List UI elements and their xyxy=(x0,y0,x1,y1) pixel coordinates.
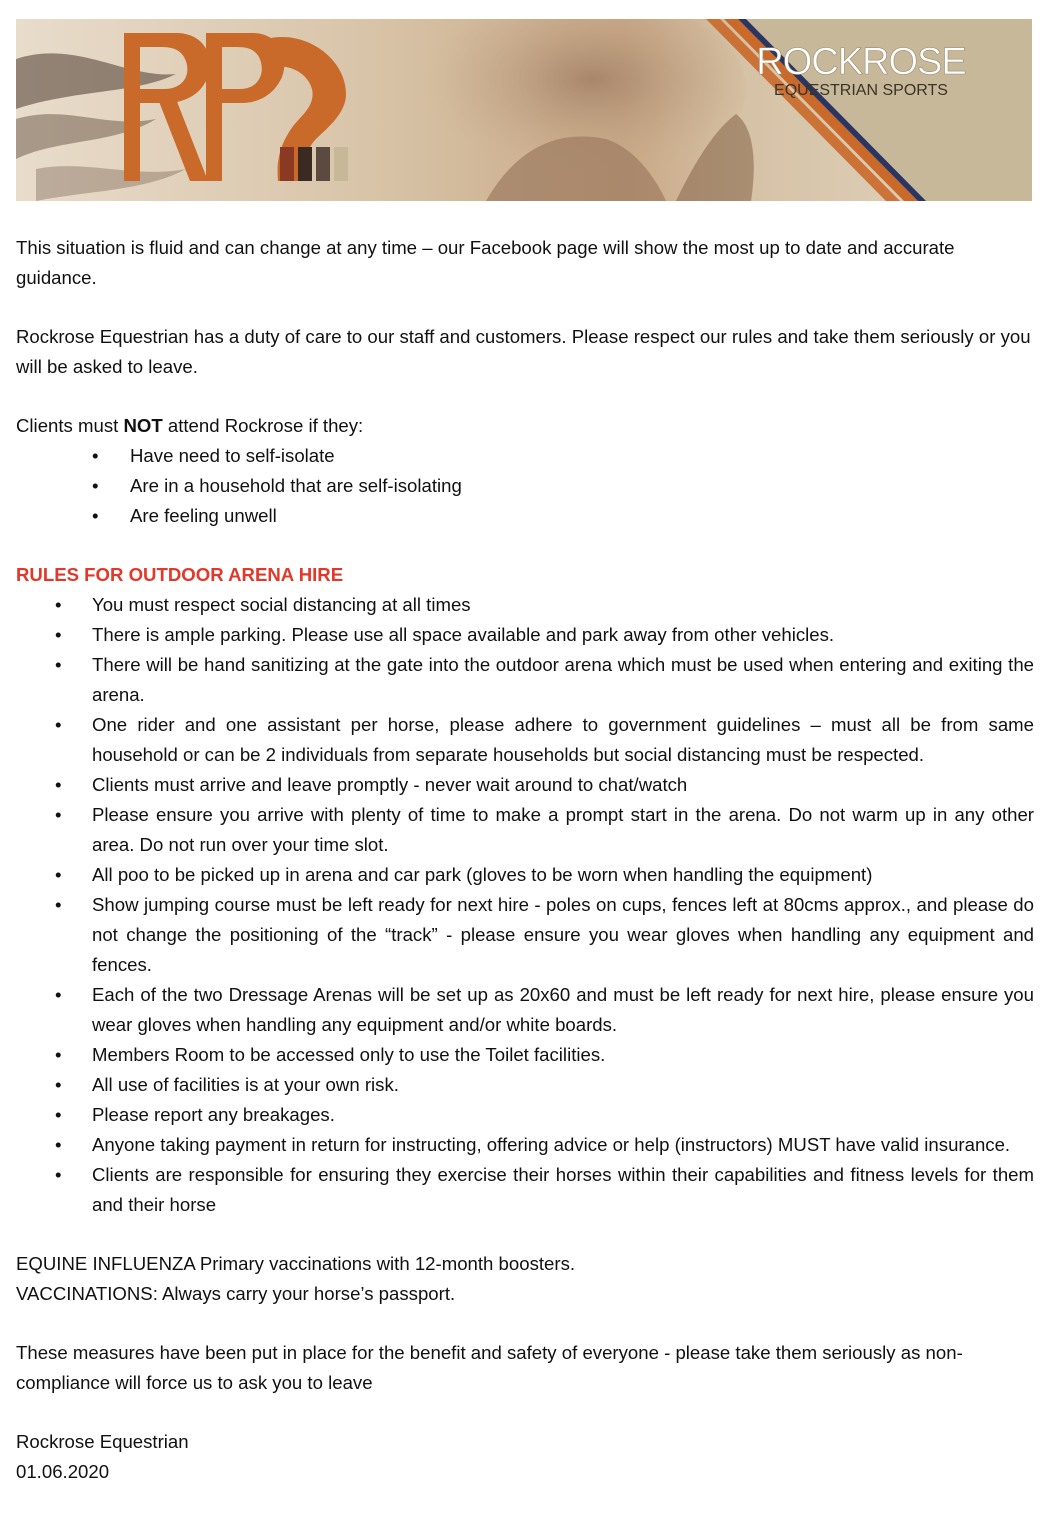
bullet-icon: • xyxy=(92,475,99,496)
bullet-icon: • xyxy=(55,594,62,615)
attend-lead-prefix: Clients must xyxy=(16,415,124,436)
bullet-icon: • xyxy=(55,1044,62,1065)
attend-list xyxy=(16,441,1034,531)
bullet-icon: • xyxy=(55,1134,62,1155)
list-item: • Clients must arrive and leave promptly - never wait around to chat/watch xyxy=(16,770,1034,800)
list-item: • Show jumping course must be left ready for next hire - poles on cups, fences left at 80cms approx., and please do not change the positioning of the “track” - please ensure you wear gloves when handling any equipment and fences. xyxy=(16,890,1034,980)
rules-heading: RULES FOR OUTDOOR ARENA HIRE xyxy=(16,564,344,585)
bullet-icon: • xyxy=(55,804,62,825)
header-banner xyxy=(16,19,1032,201)
attend-lead-suffix: attend Rockrose if they: xyxy=(162,415,364,436)
list-item: • Are in a household that are self-isolating xyxy=(16,471,1034,501)
list-item: • You must respect social distancing at all times xyxy=(16,590,1034,620)
logo-bar-4 xyxy=(334,147,348,181)
list-item: • All poo to be picked up in arena and car park (gloves to be worn when handling the equipment) xyxy=(16,860,1034,890)
intro-paragraph-1: This situation is fluid and can change at any time – our Facebook page will show the most up to date and accurate guidance. xyxy=(16,237,955,288)
bullet-icon: • xyxy=(55,624,62,645)
signoff-date: 01.06.2020 xyxy=(16,1461,110,1482)
bullet-icon: • xyxy=(55,864,62,885)
list-item: • Members Room to be accessed only to use the Toilet facilities. xyxy=(16,1040,1034,1070)
bullet-icon: • xyxy=(55,1074,62,1095)
list-item: • Anyone taking payment in return for instructing, offering advice or help (instructors) MUST have valid insurance. xyxy=(16,1130,1034,1160)
bullet-icon: • xyxy=(55,894,62,915)
closing-paragraph: These measures have been put in place for the benefit and safety of everyone - please take them seriously as non-compliance will force us to ask you to leave xyxy=(16,1342,963,1393)
bullet-icon: • xyxy=(55,1104,62,1125)
vaccination-line-2: VACCINATIONS: Always carry your horse’s passport. xyxy=(16,1283,456,1304)
list-item: • All use of facilities is at your own risk. xyxy=(16,1070,1034,1100)
list-item: • Are feeling unwell xyxy=(16,501,1034,531)
list-item: • Clients are responsible for ensuring they exercise their horses within their capabilities and fitness levels for them and their horse xyxy=(16,1160,1034,1220)
brand-name: ROCKROSE xyxy=(756,41,966,83)
bullet-icon: • xyxy=(55,714,62,735)
banner-graphic xyxy=(16,19,1032,201)
list-item: • Each of the two Dressage Arenas will be set up as 20x60 and must be left ready for next hire, please ensure you wear gloves when handling any equipment and/or white boards. xyxy=(16,980,1034,1040)
intro-paragraph-2: Rockrose Equestrian has a duty of care to our staff and customers. Please respect our rules and take them seriously or you will be asked to leave. xyxy=(16,326,1031,377)
document-body xyxy=(16,233,1034,1487)
bullet-icon: • xyxy=(92,505,99,526)
list-item: • One rider and one assistant per horse, please adhere to government guidelines – must all be from same household or can be 2 individuals from separate households but social distancing must be respected. xyxy=(16,710,1034,770)
list-item: • There is ample parking. Please use all space available and park away from other vehicles. xyxy=(16,620,1034,650)
bullet-icon: • xyxy=(92,445,99,466)
bullet-icon: • xyxy=(55,774,62,795)
attend-lead xyxy=(16,411,1034,441)
bullet-icon: • xyxy=(55,1164,62,1185)
signoff-name: Rockrose Equestrian xyxy=(16,1431,189,1452)
list-item: • Have need to self-isolate xyxy=(16,441,1034,471)
bullet-icon: • xyxy=(55,984,62,1005)
rules-list xyxy=(16,590,1034,1220)
list-item: • Please ensure you arrive with plenty of time to make a prompt start in the arena. Do not warm up in any other area. Do not run over your time slot. xyxy=(16,800,1034,860)
bullet-icon: • xyxy=(55,654,62,675)
attend-lead-emphasis: NOT xyxy=(123,415,163,436)
vaccination-line-1: EQUINE INFLUENZA Primary vaccinations with 12-month boosters. xyxy=(16,1253,576,1274)
list-item: • There will be hand sanitizing at the gate into the outdoor arena which must be used when entering and exiting the arena. xyxy=(16,650,1034,710)
brand-tagline: EQUESTRIAN SPORTS xyxy=(774,82,948,99)
list-item: • Please report any breakages. xyxy=(16,1100,1034,1130)
logo-bar-3 xyxy=(316,147,330,181)
logo-bar-1 xyxy=(280,147,294,181)
logo-bar-2 xyxy=(298,147,312,181)
